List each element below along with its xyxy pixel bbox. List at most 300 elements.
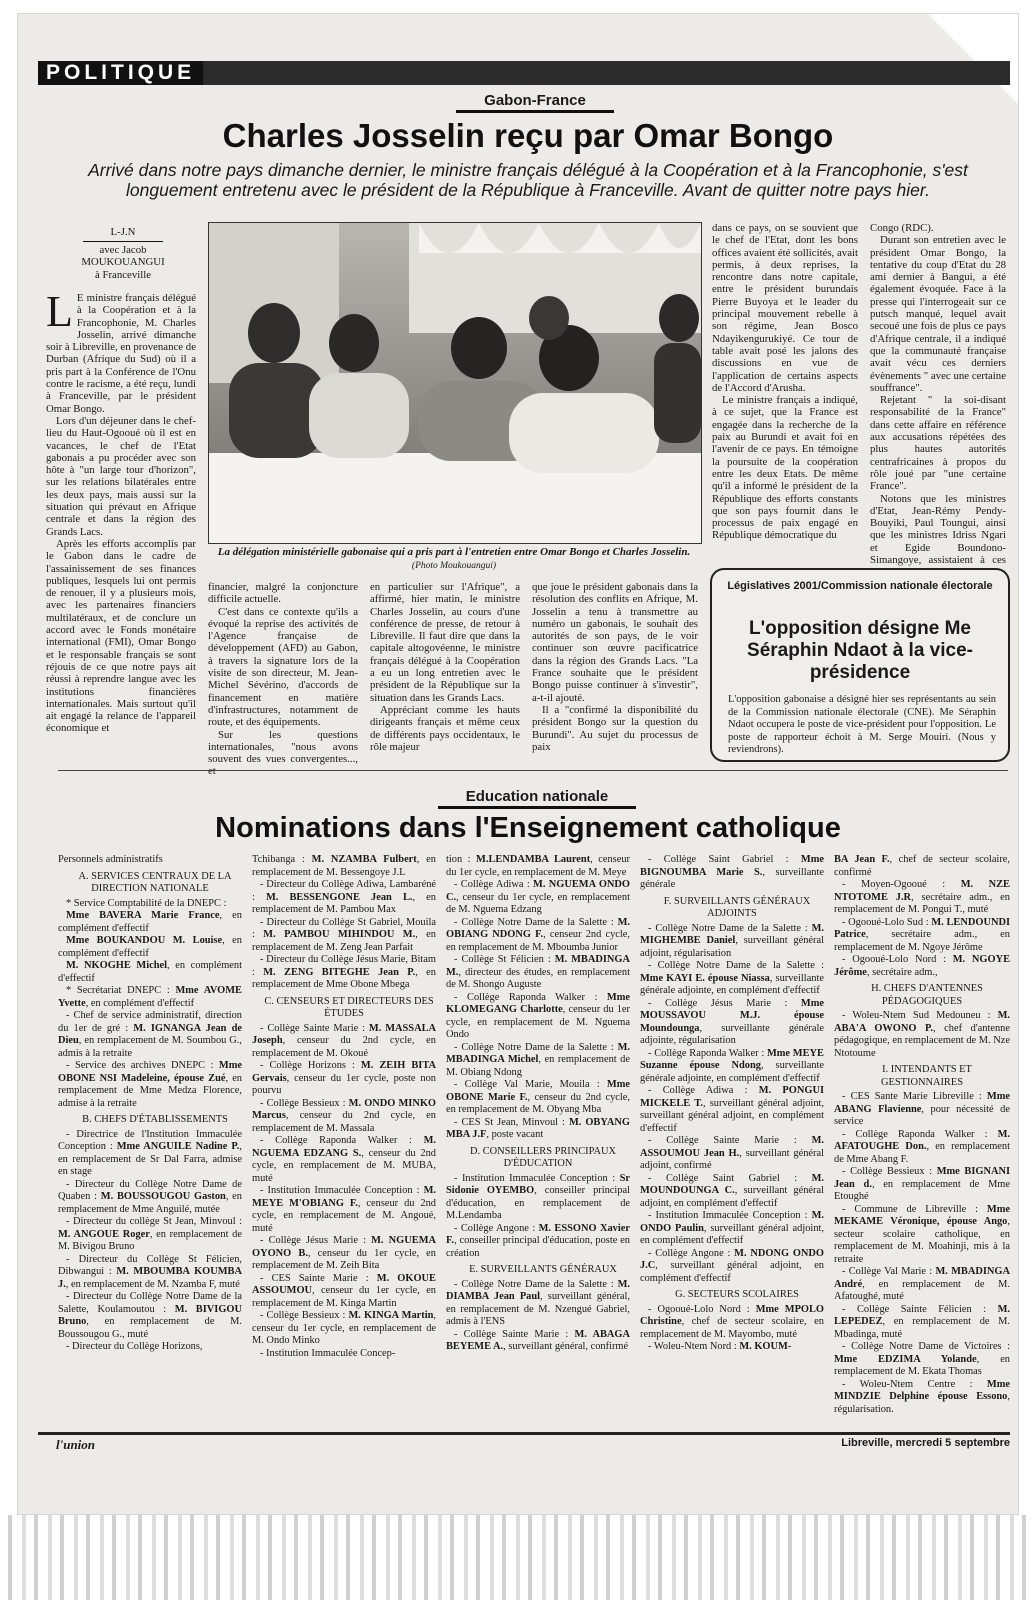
nomination-entry bbox=[58, 1060, 242, 1110]
entry-text: , surveillant général adjoint, en complément d'effectif bbox=[640, 1260, 824, 1284]
entry-text: - Collège Notre Dame de la Salette : bbox=[454, 1041, 618, 1053]
entry-text: tion : bbox=[446, 854, 477, 865]
entry-text: - Commune de Libreville : bbox=[842, 1203, 987, 1215]
entry-text: - Collège Sainte Félicien : bbox=[842, 1303, 998, 1315]
nominee-name: M. NKOGHE Michel bbox=[66, 960, 167, 971]
nominee-name: M. NGUEMA ONDO C. bbox=[446, 879, 631, 903]
entry-text: - Collège Raponda Walker : bbox=[454, 991, 607, 1003]
nomination-entry bbox=[252, 854, 436, 879]
article1-column-2 bbox=[208, 581, 358, 778]
nomination-entry bbox=[58, 1291, 242, 1341]
box-text: L'opposition gabonaise a désigné hier ses représentants au sein de la Commission nationale électorale (CNE). Me Séraphin Ndaot occupera le poste de vice-président pour l'opposition. Le poste de rapporteur échoit à M. Serge Mouiri. (Nous y reviendrons). bbox=[728, 694, 996, 755]
entry-text: , censeur du 1er cycle, en remplacement de M. Ondo Minko bbox=[252, 1310, 437, 1346]
entry-text: , en remplacement de M. Nzamba F, muté bbox=[65, 1278, 240, 1290]
entry-text: , en remplacement de Sr Dal Farra, admise en stage bbox=[58, 1141, 242, 1177]
entry-text: , en remplacement de M. Soumbou G., admis à la retraite bbox=[58, 1035, 242, 1059]
entry-text: - Directeur du Collège Notre Dame de Quaben : bbox=[58, 1178, 242, 1202]
nomination-entry bbox=[252, 1348, 436, 1361]
paragraph: Appréciant comme les hauts dirigeants français et même ceux de différents pays occidentaux, le rôle majeur bbox=[370, 703, 520, 753]
nominee-name: M. MBADINGA André bbox=[834, 1266, 1010, 1290]
entry-text: , en remplacement de Mme Obone Mbega bbox=[252, 966, 436, 990]
nomination-entry bbox=[446, 1173, 630, 1223]
article2-title: Nominations dans l'Enseignement catholique bbox=[215, 812, 841, 844]
article1-dek: Arrivé dans notre pays dimanche dernier, le ministre français délégué à la Coopération et à la Francophonie, s'est longuement entretenu avec le président de la République à Franceville. Avant de quitter notre pays hier. bbox=[88, 160, 968, 200]
entry-text: , directeur des études, en remplacement de M. Shongo Auguste bbox=[446, 966, 630, 990]
nomination-entry bbox=[834, 1129, 1010, 1167]
paragraph: C'est dans ce contexte qu'ils a évoqué la reprise des activités de l'Agence française de développement (AFD) au Gabon, à travers la signature lors de la visite de son directeur, M. Jean-Michel Sévérino, d'accords de financement en matière d'infrastructures, notamment de route, et des équipements. bbox=[208, 605, 358, 729]
entry-text: * Secrétariat DNEPC : bbox=[66, 985, 176, 996]
entry-text: , surveillante générale adjointe, régularisation bbox=[640, 1022, 824, 1046]
entry-text: - Ogooué-Lolo Sud : bbox=[842, 916, 932, 928]
entry-text: , secrétaire adm., en remplacement de M. Ngoye Jérôme bbox=[834, 929, 1010, 953]
entry-text: - Collège Bessieux : bbox=[842, 1166, 937, 1177]
nominations-heading: I. INTENDANTS ET GESTIONNAIRES bbox=[881, 1064, 972, 1088]
entry-text: - Collège Sainte Marie : bbox=[260, 1022, 369, 1034]
nominations-heading: D. CONSEILLERS PRINCIPAUX D'ÉDUCATION bbox=[470, 1145, 616, 1169]
paragraph: que joue le président gabonais dans la résolution des conflits en Afrique, M. Josselin a tenu à transmettre au numéro un gabonais, le souhait des autorités de son pays, de le voir continuer son œuvre pacificatrice dans la région des Grands Lacs. "La France souhaite que le président Bongo puisse continuer à s'investir", a-t-il ajouté. bbox=[532, 581, 698, 704]
nominee-name: M. MBOUMBA KOUMBA J. bbox=[58, 1266, 242, 1290]
nominee-name: M. ESSONO Xavier F. bbox=[446, 1222, 630, 1246]
nomination-entry bbox=[640, 854, 824, 892]
paragraph: Sur les questions internationales, "nous avons souvent des vues convergentes..., et bbox=[208, 728, 358, 778]
article-photo bbox=[208, 222, 702, 544]
nomination-entry bbox=[834, 917, 1010, 955]
dropcap: L bbox=[46, 287, 73, 336]
entry-text: , chef d'antenne pédagogique, en remplacement de M. Nze Ntotoume bbox=[834, 1022, 1010, 1059]
entry-text: - Woleu-Ntem Sud Medouneu : bbox=[842, 1010, 998, 1021]
nominee-name: Mme KLOMEGANG Charlotte bbox=[446, 991, 630, 1015]
entry-text: - CES Sainte Marie : bbox=[260, 1272, 377, 1284]
photo-credit: (Photo Moukouangui) bbox=[411, 561, 497, 571]
nomination-entry bbox=[446, 1042, 630, 1080]
nomination-entry bbox=[640, 1248, 824, 1286]
nominations-column-5 bbox=[834, 854, 1010, 1416]
nominee-name: M. NGUEMA EDZANG S. bbox=[252, 1135, 436, 1159]
entry-text: Personnels administratifs bbox=[58, 854, 163, 865]
nomination-entry bbox=[834, 1010, 1010, 1060]
entry-text: - Collège Adiwa : bbox=[648, 1085, 759, 1096]
article2-kicker: Education nationale bbox=[438, 788, 636, 809]
entry-text: - Collège Raponda Walker : bbox=[648, 1047, 767, 1059]
nominee-name: M. ZEIH BITA Gervais bbox=[252, 1060, 436, 1084]
entry-text: - Directeur du Collège St Gabriel, Mouila : bbox=[252, 916, 436, 940]
entry-text: , en complément d'effectif bbox=[58, 910, 242, 934]
nominee-name: M.LENDAMBA Laurent bbox=[476, 854, 591, 865]
entry-text: , surveillant général, confirmé bbox=[503, 1341, 629, 1352]
nominations-heading: F. SURVEILLANTS GÉNÉRAUX ADJOINTS bbox=[663, 895, 811, 919]
nominee-name: M. OKOUE ASSOUMOU bbox=[252, 1272, 436, 1296]
entry-text: - Collège Raponda Walker : bbox=[842, 1128, 998, 1140]
entry-text: , surveillante générale bbox=[640, 866, 825, 890]
entry-text: - Collège Horizons : bbox=[260, 1060, 361, 1071]
entry-text: , censeur du 2nd cycle, en remplacement de M. MUBA, muté bbox=[252, 1147, 436, 1184]
entry-text: , en remplacement de M. Zeng Jean Parfait bbox=[252, 929, 436, 953]
entry-text: - Ogooué-Lolo Nord : bbox=[842, 954, 953, 965]
nominee-name: M. OBYANG MBA J.F bbox=[446, 1116, 630, 1140]
nomination-entry bbox=[58, 898, 242, 911]
entry-text: - Collège Sainte Marie : bbox=[648, 1135, 812, 1146]
article1-title: Charles Josselin reçu par Omar Bongo bbox=[222, 117, 834, 154]
entry-text: , censeur du 1er cycle, poste non pourvu bbox=[252, 1072, 436, 1096]
entry-text: , surveillant général adjoint, en complément d'effectif bbox=[640, 1222, 824, 1246]
entry-text: , censeur du 2nd cycle, en remplacement de M. Massala bbox=[252, 1110, 436, 1134]
nomination-entry bbox=[834, 1341, 1010, 1379]
nominee-name: Mme KAYI E. épouse Niassa bbox=[640, 972, 770, 984]
entry-text: - Collège Sainte Marie : bbox=[454, 1328, 575, 1340]
entry-text: - CES St Jean, Minvoul : bbox=[454, 1116, 569, 1128]
entry-text: , en remplacement de M. Ekata Thomas bbox=[834, 1353, 1010, 1377]
paragraph: Après les efforts accomplis par le Gabon dans le cadre de l'assainissement de ses finances publiques, lesquels lui ont permis de renouer, il y a plusieurs mois, avec les partenaires financiers multilatéraux, et de conclure un accord avec le Fonds monétaire international (FMI), Omar Bongo et le responsable français se sont réjouis de ce que notre pays ait réussi à reprendre langue avec les institutions financières internationales. Mais surtout qu'il ait engagé la relance de l'appareil économique et bbox=[46, 537, 196, 735]
entry-text: - Collège Notre Dame de la Salette : bbox=[648, 922, 812, 934]
entry-text: , en remplacement de M. Mbadinga, muté bbox=[834, 1316, 1010, 1340]
entry-text: , poste vacant bbox=[486, 1129, 544, 1140]
nomination-entry bbox=[252, 1310, 436, 1348]
nomination-entry bbox=[834, 954, 1010, 979]
nominee-name: M. MIGHEMBE Daniel bbox=[640, 922, 824, 946]
nomination-entry bbox=[58, 1254, 242, 1292]
nomination-entry bbox=[446, 992, 630, 1042]
article1-column-6 bbox=[870, 222, 1006, 579]
entry-text: - Woleu-Ntem Centre : bbox=[842, 1378, 987, 1390]
entry-text: - Collège Val Marie, Mouila : bbox=[454, 1079, 607, 1090]
nomination-entry bbox=[640, 1304, 824, 1342]
paragraph: Lors d'un déjeuner dans le chef-lieu du Haut-Ogooué où il est en vacances, le chef de l'Etat gabonais a pu procéder avec son hôte à "un large tour d'horizon", sur les relations bilatérales entre les deux pays, mais aussi sur la situation qui prévaut en Afrique centrale et dans la région des Grands Lacs. bbox=[46, 414, 196, 538]
nominations-column-3 bbox=[446, 854, 630, 1354]
nominee-name: BA Jean F. bbox=[834, 854, 890, 865]
nominee-name: Mme AVOME Yvette bbox=[58, 985, 242, 1009]
nomination-entry bbox=[58, 1341, 242, 1354]
entry-text: , chef de secteur scolaire, confirmé bbox=[834, 854, 1010, 878]
entry-text: , censeur du 1er cycle, en remplacement de M. Nguema Ondo bbox=[446, 1004, 631, 1040]
nominee-name: M. NGUEMA OYONO B. bbox=[252, 1235, 437, 1259]
entry-text: , surveillante générale adjointe, en complément d'effectif bbox=[640, 972, 824, 996]
nominee-name: M. MEYE M'OBIANG F. bbox=[252, 1185, 436, 1209]
nomination-entry bbox=[640, 923, 824, 961]
nomination-entry bbox=[446, 1079, 630, 1117]
entry-text: , conseiller principal d'éducation, poste en création bbox=[446, 1235, 630, 1259]
entry-text: - Institution Immaculée Conception : bbox=[454, 1172, 620, 1184]
nomination-entry bbox=[834, 879, 1010, 917]
entry-text: - Institution Immaculée Conception : bbox=[260, 1185, 424, 1196]
entry-text: Tchibanga : bbox=[252, 854, 312, 865]
news-brief-box bbox=[710, 568, 1010, 762]
entry-text: - Collège Angone : bbox=[454, 1222, 539, 1234]
entry-text: - Collège Bessieux : bbox=[260, 1310, 349, 1321]
nominee-name: M. NZE NTOTOME J.R bbox=[834, 879, 1010, 903]
nomination-entry bbox=[58, 935, 242, 960]
entry-text: - Collège Jésus Marie : bbox=[648, 997, 801, 1009]
entry-text: - Moyen-Ogooué : bbox=[842, 879, 961, 890]
nomination-entry bbox=[58, 1216, 242, 1254]
photo-caption bbox=[208, 546, 700, 573]
nominee-name: Mme MOUSSAVOU M.J. épouse Moundounga bbox=[640, 997, 824, 1034]
nomination-entry bbox=[640, 1341, 824, 1354]
entry-text: , en remplacement de M. Boussougou G., muté bbox=[58, 1316, 242, 1340]
entry-text: , en remplacement de Mme Abang F. bbox=[834, 1141, 1010, 1165]
article1-column-1 bbox=[46, 287, 196, 735]
entry-text: , en remplacement de Mme Etoughé bbox=[834, 1178, 1010, 1202]
nominee-name: M. ONDO Paulin bbox=[640, 1210, 824, 1234]
entry-text: - Woleu-Ntem Nord : bbox=[648, 1341, 740, 1352]
nomination-entry bbox=[252, 1235, 436, 1273]
entry-text: - Collège Saint Gabriel : bbox=[648, 854, 801, 865]
nomination-entry bbox=[640, 1048, 824, 1086]
byline bbox=[64, 226, 182, 281]
nominee-name: M. AFATOUGHE Don. bbox=[834, 1128, 1010, 1152]
nomination-entry bbox=[446, 1329, 630, 1354]
nominee-name: M. ANGOUE Roger bbox=[58, 1228, 150, 1240]
nomination-entry bbox=[446, 917, 630, 955]
entry-text: , censeur du 2nd cycle, en remplacement de M. Obyang Mba bbox=[446, 1091, 630, 1115]
nomination-entry bbox=[640, 1135, 824, 1173]
entry-text: - Service des archives DNEPC : bbox=[66, 1060, 219, 1071]
nominee-name: M. BESSENGONE Jean L. bbox=[266, 891, 413, 903]
entry-text: , secrétaire adm., en remplacement de M. Pongui T., muté bbox=[834, 891, 1010, 915]
nominee-name: M. MASSALA Joseph bbox=[252, 1022, 437, 1046]
nomination-entry bbox=[640, 1173, 824, 1211]
nomination-entry bbox=[252, 1060, 436, 1098]
nominee-name: M. ASSOUMOU Jean H. bbox=[640, 1135, 824, 1159]
nomination-entry bbox=[252, 954, 436, 992]
nominee-name: Mme OBONE NSI Madeleine, épouse Zué bbox=[58, 1060, 242, 1084]
nomination-entry bbox=[446, 954, 630, 992]
paragraph: Congo (RDC). bbox=[870, 222, 934, 234]
nominee-name: Mme EDZIMA Yolande bbox=[834, 1353, 977, 1365]
nomination-entry bbox=[252, 1185, 436, 1235]
entry-text: , censeur du 1er cycle, en remplacement de M. Kinga Martin bbox=[252, 1285, 436, 1309]
nominee-name: M. PAMBOU MIHINDOU M. bbox=[263, 929, 416, 940]
nominations-heading: C. CENSEURS ET DIRECTEURS DES ÉTUDES bbox=[264, 995, 434, 1019]
entry-text: , en complément d'effectif bbox=[58, 935, 242, 959]
nominee-name: M. ABA'A OWONO P. bbox=[834, 1010, 1010, 1034]
paragraph: E ministre français délégué à la Coopération et à la Francophonie, M. Charles Josselin, arrivé dimanche soir à Libreville, en provenance de Durban (Afrique du Sud) où il a pris part à la Conférence de l'Onu contre le racisme, a été reçu, lundi à Franceville, par le président Omar Bongo. bbox=[46, 292, 196, 415]
entry-text: - Collège Raponda Walker : bbox=[260, 1135, 424, 1146]
nomination-entry bbox=[640, 960, 824, 998]
nominee-name: M. BIVIGOU Bruno bbox=[58, 1303, 242, 1327]
nominee-name: Mme MINDZIE Delphine épouse Essono bbox=[834, 1378, 1010, 1402]
photo-illustration bbox=[209, 223, 701, 543]
nominee-name: M. NGOYE Jérôme bbox=[834, 954, 1011, 978]
nominee-name: M. MBADINGA Michel bbox=[446, 1041, 630, 1065]
nominee-name: M. NZAMBA Fulbert bbox=[311, 854, 417, 865]
entry-text: , en remplacement de Mme Anguilé, mutée bbox=[58, 1191, 242, 1215]
masthead-logo: l'union bbox=[56, 1437, 96, 1452]
byline-initials: L-J.N bbox=[110, 226, 136, 238]
nominee-name: M. KINGA Martin bbox=[348, 1310, 434, 1321]
entry-text: , en remplacement de M. Pambou Max bbox=[252, 891, 436, 915]
entry-text: - Collège Saint Gabriel : bbox=[648, 1172, 812, 1184]
entry-text: , surveillant général adjoint, surveillant général adjoint, en complément d'effectif bbox=[640, 1097, 824, 1134]
nominee-name: M. IGNANGA Jean de Dieu bbox=[58, 1022, 242, 1046]
paragraph: dans ce pays, on se souvient que le chef de l'Etat, dont les bons offices avaient été sollicités, avait permis, à deux reprises, la rencontre dans notre capitale, entre le président burundais Pierre Buyoya et le leader du principal mouvement rebelle à son régime, Jean Bosco Ndayikengurukiyé. Ce tour de table avait posé les jalons des discussions en vue de l'application de certains aspects de l'Accord d'Arusha. bbox=[712, 222, 858, 394]
nominations-heading: A. SERVICES CENTRAUX DE LA DIRECTION NATIONALE bbox=[78, 870, 232, 894]
entry-text: - Collège Jésus Marie : bbox=[260, 1235, 372, 1246]
entry-text: - Directrice de l'Institution Immaculée Conception : bbox=[58, 1128, 242, 1152]
nominee-name: M. MBADINGA M. bbox=[446, 954, 630, 978]
nomination-entry bbox=[640, 1210, 824, 1248]
nomination-entry bbox=[58, 1129, 242, 1179]
nomination-entry bbox=[834, 1266, 1010, 1304]
nomination-entry bbox=[834, 1166, 1010, 1204]
nominations-heading: G. SECTEURS SCOLAIRES bbox=[675, 1289, 799, 1300]
entry-text: - Collège Angone : bbox=[648, 1247, 735, 1259]
entry-text: , censeur du 1er cycle, en remplacement de M. Zeih Bita bbox=[252, 1247, 436, 1271]
paragraph: Le ministre français a indiqué, à ce sujet, que la France est engagée dans la recherche de la paix au Burundi et avait foi en l'avenir de ce pays. En témoigne la poursuite de la coopération entre les deux Etats. De même qu'il a informé le président de la République des efforts constants que son pays fournit dans le processus de paix engagé en République démocratique du bbox=[712, 394, 858, 542]
entry-text: , en remplacement de M. Bessengoye J.L bbox=[252, 854, 436, 878]
entry-text: - Directeur du Collège Adiwa, Lambaréné : bbox=[252, 879, 436, 903]
article1-column-3 bbox=[370, 581, 520, 753]
nomination-entry bbox=[252, 879, 436, 917]
entry-text: , en remplacement de Mme Medza Florence, admise à la retraite bbox=[58, 1072, 242, 1109]
section-divider bbox=[58, 770, 1008, 771]
nominee-name: M. ONDO MINKO Marcus bbox=[252, 1097, 437, 1121]
entry-text: , conseiller principal d'éducation, en remplacement de M.Lendamba bbox=[446, 1185, 630, 1221]
nominee-name: M. LENDOUNDI Patrice bbox=[834, 916, 1011, 940]
entry-text: * Service Comptabilité de la DNEPC : bbox=[66, 897, 227, 909]
nomination-entry bbox=[252, 1098, 436, 1136]
nomination-entry bbox=[446, 1279, 630, 1329]
paragraph: Notons que les ministres d'Etat, Jean-Rémy Pendy-Bouyiki, Paul Toungui, ainsi que les ministres Idriss Ngari et Egide Boundono-Simangoye, assistaient à ces bbox=[870, 492, 1006, 567]
scan-background bbox=[0, 1515, 1035, 1600]
entry-text: - CES Sante Marie Libreville : bbox=[842, 1091, 987, 1102]
entry-text: , censeur 2nd cycle, en remplacement de M. Mboumba Junior bbox=[446, 929, 630, 953]
entry-text: , secrétaire adm., bbox=[866, 966, 938, 978]
section-label: POLITIQUE bbox=[38, 61, 203, 85]
article1-column-5 bbox=[712, 222, 858, 542]
nominee-name: Sr Sidonie OYEMBO bbox=[446, 1172, 630, 1196]
byline-place: à Franceville bbox=[94, 268, 152, 281]
entry-text: , en remplacement de M. Obiang Ndong bbox=[446, 1054, 630, 1078]
entry-text: , en complément d'effectif bbox=[85, 997, 195, 1009]
byline-with: avec Jacob bbox=[99, 243, 147, 256]
paragraph: financier, malgré la conjoncture difficile actuelle. bbox=[208, 581, 358, 606]
entry-text: - Institution Immaculée Concep- bbox=[260, 1347, 396, 1359]
nomination-entry bbox=[58, 960, 242, 985]
paragraph: Rejetant " la soi-disant responsabilité de la France" dans cette affaire en référence aux accusations répétées des plus hautes autorités centrafricaines à propos du rôle joué par "une certaine France". bbox=[870, 394, 1006, 493]
entry-text: - Collège Notre Dame de Victoires : bbox=[842, 1341, 1010, 1352]
nomination-entry bbox=[446, 1117, 630, 1142]
nominee-name: Mme BOUKANDOU M. Louise bbox=[66, 935, 223, 946]
nomination-entry bbox=[446, 854, 630, 879]
nominee-name: M. LEPEDEZ bbox=[834, 1303, 1010, 1327]
nominee-name: Mme BIGNANI Jean d. bbox=[834, 1166, 1010, 1190]
entry-text: , censeur du 2nd cycle, en remplacement de M. Angoué, muté bbox=[252, 1197, 436, 1234]
entry-text: , en remplacement de M. Afatoughé, muté bbox=[834, 1278, 1010, 1302]
nomination-entry bbox=[58, 910, 242, 935]
entry-text: - Collège Notre Dame de la Salette : bbox=[648, 960, 824, 971]
nomination-entry bbox=[252, 917, 436, 955]
entry-text: , surveillant général adjoint, régularisation bbox=[640, 935, 824, 959]
footer-dateline: Libreville, mercredi 5 septembre bbox=[841, 1437, 1010, 1449]
nomination-entry bbox=[58, 1179, 242, 1217]
entry-text: - Ogooué-Lolo Nord : bbox=[648, 1303, 756, 1315]
entry-text: , en complément d'effectif bbox=[58, 960, 242, 984]
nomination-entry bbox=[640, 1085, 824, 1135]
nominee-name: M. PONGUI MICKELE T. bbox=[640, 1085, 824, 1109]
nominations-column-2 bbox=[252, 854, 436, 1360]
nomination-entry bbox=[834, 854, 1010, 879]
folded-corner bbox=[928, 14, 1018, 104]
nominee-name: Mme MPOLO Christine bbox=[640, 1303, 825, 1327]
nominee-name: Mme BIGNOUMBA Marie S. bbox=[640, 854, 824, 878]
entry-text: , surveillante générale adjointe, en complément d'effectif bbox=[640, 1060, 824, 1084]
entry-text: - Collège St Félicien : bbox=[454, 954, 555, 965]
nominee-name: Mme MEYE Suzanne épouse Ndong bbox=[640, 1047, 824, 1071]
article1-column-4 bbox=[532, 581, 698, 753]
box-kicker: Législatives 2001/Commission nationale électorale bbox=[727, 580, 993, 592]
nominations-heading: E. SURVEILLANTS GÉNÉRAUX bbox=[469, 1264, 617, 1275]
nomination-entry bbox=[252, 1273, 436, 1311]
entry-text: , en remplacement de M. Bivigou Bruno bbox=[58, 1228, 242, 1252]
entry-text: - Directeur du collège St Jean, Minvoul : bbox=[66, 1216, 242, 1227]
entry-text: , régularisation. bbox=[834, 1391, 1010, 1415]
nomination-entry bbox=[834, 1091, 1010, 1129]
nominations-column-4 bbox=[640, 854, 824, 1354]
nominee-name: M. DIAMBA Jean Paul bbox=[446, 1278, 630, 1302]
entry-text: - Collège Notre Dame de la Salette : bbox=[454, 916, 618, 928]
paragraph: Durant son entretien avec le président Omar Bongo, la tentative du coup d'Etat du 28 ami dernier à Bangui, a été également évoquée. Face à la presse qui l'interrogeait sur ce putsch manqué, lequel avait secoué une fois de plus ce pays d'Afrique centrale, il a indiqué que la communauté française avait vécu ces derniers évènements " avec une certaine souffrance". bbox=[870, 234, 1006, 394]
nomination-entry bbox=[252, 1135, 436, 1185]
nomination-entry bbox=[834, 1304, 1010, 1342]
entry-text: , surveillant général, en remplacement de M. Nzengué Gabriel, admis à l'ENS bbox=[446, 1291, 631, 1327]
nomination-entry bbox=[446, 879, 630, 917]
nominations-heading: H. CHEFS D'ANTENNES PÉDAGOGIQUES bbox=[871, 983, 983, 1007]
nomination-entry bbox=[446, 1223, 630, 1261]
entry-text: , censeur du 2nd cycle, en remplacement de M. Okoué bbox=[252, 1035, 436, 1059]
entry-text: - Directeur du Collège Notre Dame de la Salette, Koulamoutou : bbox=[58, 1291, 242, 1315]
entry-text: - Directeur du Collège Horizons, bbox=[66, 1341, 203, 1352]
nominee-name: M. NDONG ONDO J.C bbox=[640, 1247, 824, 1271]
nominations-heading: B. CHEFS D'ÉTABLISSEMENTS bbox=[82, 1114, 228, 1125]
nomination-entry bbox=[834, 1379, 1010, 1417]
nomination-entry bbox=[58, 1010, 242, 1060]
nominations-label bbox=[58, 854, 242, 867]
entry-text: - Collège Val Marie : bbox=[842, 1266, 936, 1277]
entry-text: - Directeur du Collège Jésus Marie, Bitam : bbox=[252, 954, 436, 978]
caption-text: La délégation ministérielle gabonaise qui a pris part à l'entretien entre Omar Bongo et Charles Josselin. bbox=[217, 546, 691, 558]
nominee-name: Mme OBONE Marie F. bbox=[446, 1079, 630, 1103]
paragraph: en particulier sur l'Afrique", a affirmé, hier matin, le ministre Charles Josselin, au cours d'une conférence de presse, de retour à Libreville. Il faut dire que dans la capitale altogovéenne, le ministre français délégué à la Coopération a eu un long entretien avec le président de la République sur la situation dans les Grands Lacs. bbox=[370, 581, 520, 704]
entry-text: , pour nécessité de service bbox=[834, 1103, 1010, 1127]
nominations-column-1 bbox=[58, 854, 242, 1354]
entry-text: , censeur du 1er cycle, en remplacement de M. Nguema Edzang bbox=[446, 891, 630, 915]
nominee-name: M. ABAGA BEYEME A. bbox=[446, 1328, 631, 1352]
nominee-name: M. MOUNDOUNGA C. bbox=[640, 1172, 824, 1196]
entry-text: , surveillant général adjoint, en complément d'effectif bbox=[640, 1185, 825, 1209]
article1-kicker: Gabon-France bbox=[456, 92, 614, 113]
nomination-entry bbox=[58, 985, 242, 1010]
entry-text: - Collège Adiwa : bbox=[454, 879, 534, 890]
entry-text: , chef de secteur scolaire, en remplacement de M. Mayombo, muté bbox=[640, 1316, 824, 1340]
section-bar bbox=[38, 61, 1010, 85]
newspaper-page bbox=[18, 14, 1018, 1514]
entry-text: , censeur du 1er cycle, en remplacement de M. Meye bbox=[446, 854, 630, 878]
nominee-name: M. BOUSSOUGOU Gaston bbox=[100, 1191, 226, 1202]
paragraph: Il a "confirmé la disponibilité du président Bongo sur la question du Burundi". Au sujet du processus de paix bbox=[532, 703, 698, 753]
nominee-name: Mme BAVERA Marie France bbox=[66, 910, 220, 921]
page-footer bbox=[38, 1432, 1010, 1452]
entry-text: - Collège Notre Dame de la Salette : bbox=[454, 1278, 618, 1290]
nominee-name: Mme ANGUILE Nadine P. bbox=[116, 1141, 240, 1152]
nominee-name: Mme MEKAME Véronique, épouse Ango bbox=[834, 1203, 1010, 1227]
nominee-name: M. KOUM- bbox=[739, 1341, 792, 1352]
entry-text: , secteur scolaire catholique, en remplacement de M. Moahinji, mis à la retraite bbox=[834, 1216, 1010, 1265]
nomination-entry bbox=[252, 1023, 436, 1061]
entry-text: , surveillant général adjoint, confirmé bbox=[640, 1147, 824, 1171]
nomination-entry bbox=[640, 998, 824, 1048]
nominee-name: M. ZENG BITEGHE Jean P. bbox=[263, 966, 416, 978]
nomination-entry bbox=[834, 1204, 1010, 1267]
